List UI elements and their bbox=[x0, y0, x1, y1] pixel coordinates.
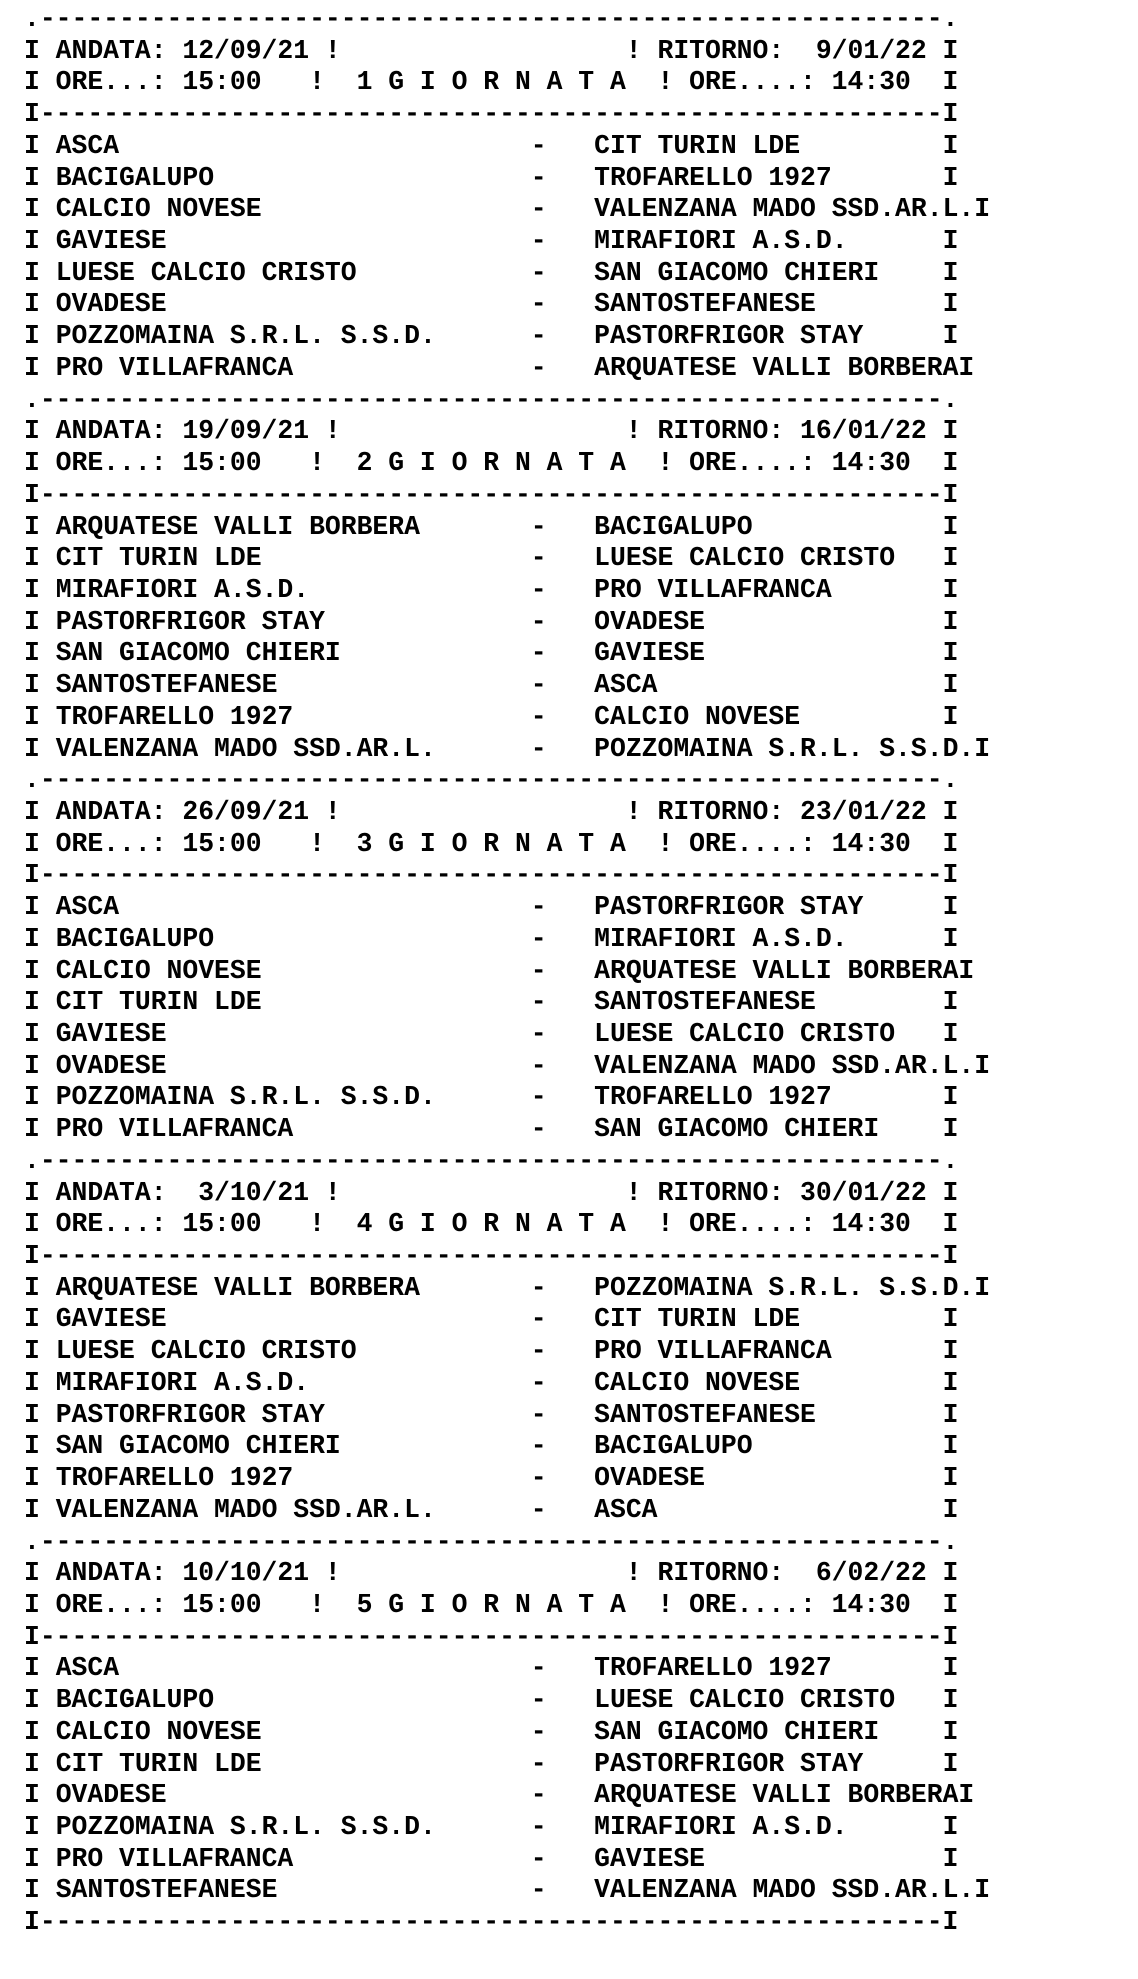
match-row bbox=[24, 1431, 1134, 1463]
match-dash: - bbox=[530, 543, 595, 574]
border-char: I bbox=[942, 1019, 959, 1049]
match-dash: - bbox=[530, 606, 595, 637]
border-char: I bbox=[942, 1336, 959, 1367]
border-char: I bbox=[942, 1367, 959, 1398]
match-row bbox=[24, 1336, 1134, 1368]
away-team: LUESE CALCIO CRISTO bbox=[594, 1685, 943, 1716]
border-char: I bbox=[24, 1780, 56, 1811]
away-team: SANTOSTEFANESE bbox=[594, 987, 943, 1018]
home-team: OVADESE bbox=[55, 1050, 531, 1081]
home-team: POZZOMAINA S.R.L. S.S.D. bbox=[55, 1811, 531, 1842]
border-char: I bbox=[24, 955, 56, 986]
match-row bbox=[24, 1463, 1134, 1495]
away-team: LUESE CALCIO CRISTO bbox=[594, 543, 943, 574]
border-char: I bbox=[24, 321, 56, 352]
match-dash: - bbox=[530, 130, 595, 161]
away-team: ARQUATESE VALLI BORBERA bbox=[594, 352, 959, 383]
home-team: CIT TURIN LDE bbox=[55, 1748, 531, 1779]
border-char: I bbox=[942, 987, 959, 1018]
home-team: GAVIESE bbox=[55, 226, 531, 257]
match-dash: - bbox=[530, 289, 595, 320]
round-top-border: .---------------------------------------------------------. bbox=[24, 1145, 959, 1176]
match-row bbox=[24, 575, 1134, 607]
border-char: I bbox=[942, 130, 959, 161]
match-dash: - bbox=[530, 1653, 595, 1684]
border-char: I bbox=[24, 733, 56, 764]
away-team: MIRAFIORI A.S.D. bbox=[594, 1811, 943, 1842]
border-char: I bbox=[958, 955, 975, 986]
home-team: ARQUATESE VALLI BORBERA bbox=[55, 1272, 531, 1303]
round-times-line: I ORE...: 15:00 ! 2 G I O R N A T A ! ORE....: 14:30 I bbox=[24, 448, 959, 479]
match-row bbox=[24, 1653, 1134, 1685]
match-row bbox=[24, 163, 1134, 195]
border-char: I bbox=[942, 1811, 959, 1842]
round-top-border: .---------------------------------------------------------. bbox=[24, 4, 959, 34]
home-team: CIT TURIN LDE bbox=[55, 987, 531, 1018]
match-dash: - bbox=[530, 1399, 595, 1430]
away-team: TROFARELLO 1927 bbox=[594, 1653, 943, 1684]
away-team: BACIGALUPO bbox=[594, 1431, 943, 1462]
match-dash: - bbox=[530, 1304, 595, 1335]
match-dash: - bbox=[530, 701, 595, 732]
home-team: VALENZANA MADO SSD.AR.L. bbox=[55, 1494, 531, 1525]
border-char: I bbox=[942, 606, 959, 637]
round-header-separator: I---------------------------------------------------------I bbox=[24, 1621, 959, 1652]
away-team: SAN GIACOMO CHIERI bbox=[594, 1114, 943, 1145]
round-header-separator: I---------------------------------------------------------I bbox=[24, 860, 959, 891]
border-char: I bbox=[24, 701, 56, 732]
border-char: I bbox=[24, 1367, 56, 1398]
round-dates-line: I ANDATA: 12/09/21 ! ! RITORNO: 9/01/22 I bbox=[24, 35, 959, 66]
home-team: ASCA bbox=[55, 130, 531, 161]
match-dash: - bbox=[530, 1811, 595, 1842]
match-row bbox=[24, 956, 1134, 988]
border-char: I bbox=[24, 923, 56, 954]
match-row bbox=[24, 892, 1134, 924]
border-char: I bbox=[942, 289, 959, 320]
round-top-border: .---------------------------------------------------------. bbox=[24, 1526, 959, 1557]
border-char: I bbox=[24, 1399, 56, 1430]
border-char: I bbox=[24, 574, 56, 605]
match-dash: - bbox=[530, 987, 595, 1018]
border-char: I bbox=[24, 1875, 56, 1906]
away-team: ARQUATESE VALLI BORBERA bbox=[594, 1780, 959, 1811]
away-team: CALCIO NOVESE bbox=[594, 1367, 943, 1398]
border-char: I bbox=[24, 194, 56, 225]
border-char: I bbox=[942, 1304, 959, 1335]
border-char: I bbox=[942, 574, 959, 605]
away-team: CALCIO NOVESE bbox=[594, 701, 943, 732]
away-team: MIRAFIORI A.S.D. bbox=[594, 923, 943, 954]
border-char: I bbox=[24, 1050, 56, 1081]
border-char: I bbox=[942, 1843, 959, 1874]
border-char: I bbox=[942, 892, 959, 923]
round-header-separator: I---------------------------------------------------------I bbox=[24, 99, 959, 130]
home-team: CIT TURIN LDE bbox=[55, 543, 531, 574]
border-char: I bbox=[974, 194, 991, 225]
away-team: SANTOSTEFANESE bbox=[594, 1399, 943, 1430]
border-char: I bbox=[942, 638, 959, 669]
away-team: PASTORFRIGOR STAY bbox=[594, 892, 943, 923]
match-row bbox=[24, 924, 1134, 956]
home-team: LUESE CALCIO CRISTO bbox=[55, 1336, 531, 1367]
round-dates-line: I ANDATA: 19/09/21 ! ! RITORNO: 16/01/22 I bbox=[24, 416, 959, 447]
border-char: I bbox=[24, 892, 56, 923]
border-char: I bbox=[958, 352, 975, 383]
home-team: OVADESE bbox=[55, 1780, 531, 1811]
border-char: I bbox=[24, 1716, 56, 1747]
border-char: I bbox=[974, 1272, 991, 1303]
home-team: TROFARELLO 1927 bbox=[55, 701, 531, 732]
match-dash: - bbox=[530, 511, 595, 542]
home-team: TROFARELLO 1927 bbox=[55, 1463, 531, 1494]
home-team: SAN GIACOMO CHIERI bbox=[55, 638, 531, 669]
match-row bbox=[24, 1082, 1134, 1114]
match-row bbox=[24, 638, 1134, 670]
match-row bbox=[24, 289, 1134, 321]
match-row bbox=[24, 1400, 1134, 1432]
border-char: I bbox=[24, 1685, 56, 1716]
border-char: I bbox=[24, 1336, 56, 1367]
match-row bbox=[24, 1495, 1134, 1527]
border-char: I bbox=[24, 606, 56, 637]
border-char: I bbox=[942, 543, 959, 574]
home-team: CALCIO NOVESE bbox=[55, 1716, 531, 1747]
border-char: I bbox=[958, 1780, 975, 1811]
away-team: OVADESE bbox=[594, 1463, 943, 1494]
match-row bbox=[24, 1685, 1134, 1717]
home-team: ASCA bbox=[55, 892, 531, 923]
match-dash: - bbox=[530, 638, 595, 669]
match-dash: - bbox=[530, 892, 595, 923]
match-row bbox=[24, 1273, 1134, 1305]
round-times-line: I ORE...: 15:00 ! 5 G I O R N A T A ! ORE....: 14:30 I bbox=[24, 1589, 959, 1620]
home-team: POZZOMAINA S.R.L. S.S.D. bbox=[55, 321, 531, 352]
match-row bbox=[24, 1780, 1134, 1812]
match-row bbox=[24, 1114, 1134, 1146]
match-dash: - bbox=[530, 1685, 595, 1716]
round-top-border: .---------------------------------------------------------. bbox=[24, 765, 959, 796]
round-top-border: .---------------------------------------------------------. bbox=[24, 384, 959, 415]
match-row bbox=[24, 353, 1134, 385]
home-team: PASTORFRIGOR STAY bbox=[55, 1399, 531, 1430]
border-char: I bbox=[24, 1114, 56, 1145]
match-row bbox=[24, 1844, 1134, 1876]
match-row bbox=[24, 512, 1134, 544]
border-char: I bbox=[24, 130, 56, 161]
border-char: I bbox=[24, 1811, 56, 1842]
match-dash: - bbox=[530, 923, 595, 954]
away-team: PRO VILLAFRANCA bbox=[594, 574, 943, 605]
border-char: I bbox=[24, 670, 56, 701]
round-times-line: I ORE...: 15:00 ! 4 G I O R N A T A ! ORE....: 14:30 I bbox=[24, 1209, 959, 1240]
border-char: I bbox=[24, 1494, 56, 1525]
border-char: I bbox=[942, 1685, 959, 1716]
match-row bbox=[24, 734, 1134, 766]
home-team: PRO VILLAFRANCA bbox=[55, 1843, 531, 1874]
border-char: I bbox=[24, 1653, 56, 1684]
border-char: I bbox=[24, 543, 56, 574]
border-char: I bbox=[24, 1843, 56, 1874]
away-team: MIRAFIORI A.S.D. bbox=[594, 226, 943, 257]
round-times-line: I ORE...: 15:00 ! 1 G I O R N A T A ! ORE....: 14:30 I bbox=[24, 67, 959, 98]
home-team: SANTOSTEFANESE bbox=[55, 1875, 531, 1906]
border-char: I bbox=[942, 1399, 959, 1430]
match-dash: - bbox=[530, 1780, 595, 1811]
round-dates-line: I ANDATA: 10/10/21 ! ! RITORNO: 6/02/22 I bbox=[24, 1558, 959, 1589]
away-team: PASTORFRIGOR STAY bbox=[594, 321, 943, 352]
away-team: POZZOMAINA S.R.L. S.S.D. bbox=[594, 1272, 975, 1303]
border-char: I bbox=[974, 1875, 991, 1906]
match-dash: - bbox=[530, 574, 595, 605]
away-team: VALENZANA MADO SSD.AR.L. bbox=[594, 194, 975, 225]
away-team: SANTOSTEFANESE bbox=[594, 289, 943, 320]
round-dates-line: I ANDATA: 26/09/21 ! ! RITORNO: 23/01/22 I bbox=[24, 796, 959, 827]
match-row bbox=[24, 131, 1134, 163]
border-char: I bbox=[24, 987, 56, 1018]
away-team: BACIGALUPO bbox=[594, 511, 943, 542]
home-team: BACIGALUPO bbox=[55, 1685, 531, 1716]
away-team: VALENZANA MADO SSD.AR.L. bbox=[594, 1875, 975, 1906]
border-char: I bbox=[24, 162, 56, 193]
match-row bbox=[24, 1051, 1134, 1083]
match-dash: - bbox=[530, 1431, 595, 1462]
home-team: LUESE CALCIO CRISTO bbox=[55, 257, 531, 288]
match-dash: - bbox=[530, 1463, 595, 1494]
match-dash: - bbox=[530, 1050, 595, 1081]
away-team: POZZOMAINA S.R.L. S.S.D. bbox=[594, 733, 975, 764]
match-dash: - bbox=[530, 1748, 595, 1779]
home-team: ARQUATESE VALLI BORBERA bbox=[55, 511, 531, 542]
match-row bbox=[24, 321, 1134, 353]
match-row bbox=[24, 1717, 1134, 1749]
border-char: I bbox=[24, 289, 56, 320]
away-team: GAVIESE bbox=[594, 1843, 943, 1874]
border-char: I bbox=[942, 162, 959, 193]
away-team: LUESE CALCIO CRISTO bbox=[594, 1019, 943, 1049]
border-char: I bbox=[942, 321, 959, 352]
match-dash: - bbox=[530, 257, 595, 288]
match-dash: - bbox=[530, 1336, 595, 1367]
away-team: CIT TURIN LDE bbox=[594, 130, 943, 161]
match-row bbox=[24, 226, 1134, 258]
match-dash: - bbox=[530, 1843, 595, 1874]
border-char: I bbox=[24, 511, 56, 542]
match-row bbox=[24, 1749, 1134, 1781]
home-team: MIRAFIORI A.S.D. bbox=[55, 1367, 531, 1398]
round-times-line: I ORE...: 15:00 ! 3 G I O R N A T A ! ORE....: 14:30 I bbox=[24, 828, 959, 859]
match-row bbox=[24, 1304, 1134, 1336]
away-team: SAN GIACOMO CHIERI bbox=[594, 257, 943, 288]
match-row bbox=[24, 1019, 1134, 1051]
away-team: ASCA bbox=[594, 670, 943, 701]
match-dash: - bbox=[530, 955, 595, 986]
match-dash: - bbox=[530, 670, 595, 701]
home-team: PASTORFRIGOR STAY bbox=[55, 606, 531, 637]
match-row bbox=[24, 670, 1134, 702]
match-dash: - bbox=[530, 1082, 595, 1113]
home-team: PRO VILLAFRANCA bbox=[55, 352, 531, 383]
away-team: ASCA bbox=[594, 1494, 943, 1525]
border-char: I bbox=[24, 1431, 56, 1462]
match-dash: - bbox=[530, 1019, 595, 1049]
home-team: SANTOSTEFANESE bbox=[55, 670, 531, 701]
border-char: I bbox=[942, 1494, 959, 1525]
away-team: TROFARELLO 1927 bbox=[594, 1082, 943, 1113]
away-team: GAVIESE bbox=[594, 638, 943, 669]
border-char: I bbox=[24, 1272, 56, 1303]
home-team: ASCA bbox=[55, 1653, 531, 1684]
home-team: BACIGALUPO bbox=[55, 923, 531, 954]
border-char: I bbox=[942, 1114, 959, 1145]
border-char: I bbox=[942, 670, 959, 701]
border-char: I bbox=[942, 1716, 959, 1747]
match-dash: - bbox=[530, 162, 595, 193]
home-team: GAVIESE bbox=[55, 1304, 531, 1335]
match-row bbox=[24, 987, 1134, 1019]
match-row bbox=[24, 543, 1134, 575]
away-team: PRO VILLAFRANCA bbox=[594, 1336, 943, 1367]
away-team: OVADESE bbox=[594, 606, 943, 637]
border-char: I bbox=[942, 701, 959, 732]
border-char: I bbox=[24, 352, 56, 383]
border-char: I bbox=[942, 257, 959, 288]
away-team: PASTORFRIGOR STAY bbox=[594, 1748, 943, 1779]
away-team: TROFARELLO 1927 bbox=[594, 162, 943, 193]
border-char: I bbox=[24, 1463, 56, 1494]
match-row bbox=[24, 1812, 1134, 1844]
round-header-separator: I---------------------------------------------------------I bbox=[24, 1241, 959, 1272]
match-dash: - bbox=[530, 1272, 595, 1303]
away-team: CIT TURIN LDE bbox=[594, 1304, 943, 1335]
away-team: VALENZANA MADO SSD.AR.L. bbox=[594, 1050, 975, 1081]
home-team: OVADESE bbox=[55, 289, 531, 320]
home-team: BACIGALUPO bbox=[55, 162, 531, 193]
match-dash: - bbox=[530, 1716, 595, 1747]
fixture-schedule bbox=[24, 4, 1134, 1939]
home-team: CALCIO NOVESE bbox=[55, 955, 531, 986]
border-char: I bbox=[942, 1748, 959, 1779]
home-team: SAN GIACOMO CHIERI bbox=[55, 1431, 531, 1462]
match-dash: - bbox=[530, 352, 595, 383]
home-team: CALCIO NOVESE bbox=[55, 194, 531, 225]
border-char: I bbox=[942, 923, 959, 954]
border-char: I bbox=[24, 257, 56, 288]
border-char: I bbox=[24, 1019, 56, 1049]
match-dash: - bbox=[530, 226, 595, 257]
border-char: I bbox=[942, 1431, 959, 1462]
schedule-bottom-border: I---------------------------------------------------------I bbox=[24, 1907, 959, 1938]
border-char: I bbox=[24, 1304, 56, 1335]
match-row bbox=[24, 1875, 1134, 1907]
border-char: I bbox=[942, 1082, 959, 1113]
border-char: I bbox=[974, 733, 991, 764]
away-team: SAN GIACOMO CHIERI bbox=[594, 1716, 943, 1747]
border-char: I bbox=[24, 1748, 56, 1779]
match-dash: - bbox=[530, 1114, 595, 1145]
border-char: I bbox=[24, 638, 56, 669]
home-team: GAVIESE bbox=[55, 1019, 531, 1049]
match-row bbox=[24, 607, 1134, 639]
home-team: PRO VILLAFRANCA bbox=[55, 1114, 531, 1145]
match-dash: - bbox=[530, 1494, 595, 1525]
home-team: MIRAFIORI A.S.D. bbox=[55, 574, 531, 605]
border-char: I bbox=[942, 511, 959, 542]
match-row bbox=[24, 258, 1134, 290]
border-char: I bbox=[24, 226, 56, 257]
match-dash: - bbox=[530, 1875, 595, 1906]
match-dash: - bbox=[530, 321, 595, 352]
match-row bbox=[24, 1368, 1134, 1400]
border-char: I bbox=[974, 1050, 991, 1081]
border-char: I bbox=[942, 226, 959, 257]
border-char: I bbox=[942, 1653, 959, 1684]
away-team: ARQUATESE VALLI BORBERA bbox=[594, 955, 959, 986]
round-header-separator: I---------------------------------------------------------I bbox=[24, 479, 959, 510]
match-dash: - bbox=[530, 194, 595, 225]
home-team: VALENZANA MADO SSD.AR.L. bbox=[55, 733, 531, 764]
match-row bbox=[24, 702, 1134, 734]
border-char: I bbox=[24, 1082, 56, 1113]
home-team: POZZOMAINA S.R.L. S.S.D. bbox=[55, 1082, 531, 1113]
match-dash: - bbox=[530, 733, 595, 764]
round-dates-line: I ANDATA: 3/10/21 ! ! RITORNO: 30/01/22 I bbox=[24, 1177, 959, 1208]
match-dash: - bbox=[530, 1367, 595, 1398]
match-row bbox=[24, 194, 1134, 226]
border-char: I bbox=[942, 1463, 959, 1494]
